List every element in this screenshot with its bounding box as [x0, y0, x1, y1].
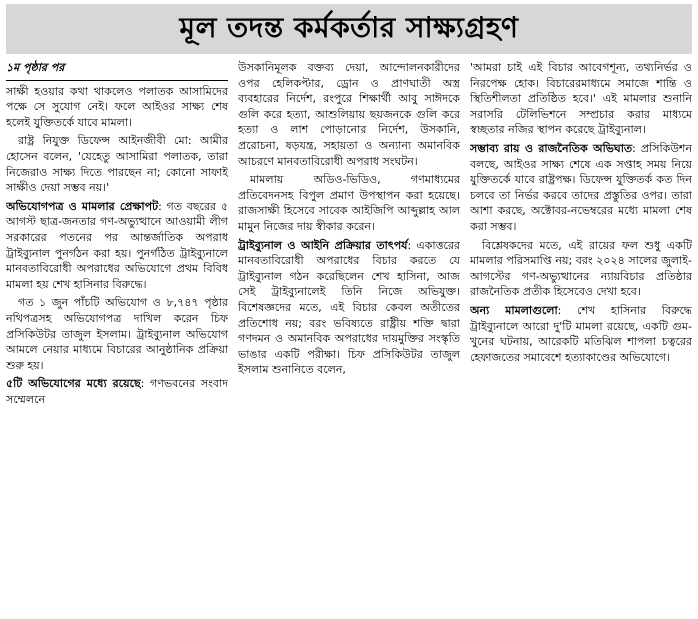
article-columns — [6, 60, 692, 616]
paragraph: গত ১ জুন পাঁচটি অভিযোগ ও ৮,৭৪৭ পৃষ্ঠার নথিপত্রসহ অভিযোগপত্র দাখিল করেন চিফ প্রসিকিউটর তাজুল ইসলাম। ট্রাইব্যুনাল অভিযোগ আমলে নেয়ার মাধ্যমে বিচারের আনুষ্ঠানিক প্রক্রিয়া শুরু হয়। — [6, 296, 228, 372]
subheading-five-charges: ৫টি অভিযোগের মধ্যে রয়েছে — [6, 377, 141, 391]
section-text: : শেখ হাসিনার বিরুদ্ধে ট্রাইব্যুনালে আরো দু'টি মামলা রয়েছে, একটি গুম-খুনের ঘটনায়, আরেকটি মতিঝিল শাপলা চত্বরের হেফাজতের সমাবেশে হত্যাকাণ্ডের অভিযোগে। — [470, 303, 692, 364]
section-text: : গত বছরের ৫ আগস্ট ছাত্র-জনতার গণ-অভ্যুত্থানে আওয়ামী লীগ সরকারের পতনের পর আন্তর্জাতিক অপরাধ ট্রাইব্যুনাল পুনর্গঠন করা হয়। পুনর্গঠিত ট্রাইব্যুনালে মানবতাবিরোধী অপরাধের অভিযোগে প্রথম বিবিধ মামলা হয় শেখ হাসিনার বিরুদ্ধে। — [6, 199, 228, 291]
paragraph: মামলায় অডিও-ভিডিও, গণমাধ্যমের প্রতিবেদনসহ বিপুল প্রমাণ উপস্থাপন করা হয়েছে। রাজসাক্ষী হিসেবে সাবেক আইজিপি আব্দুল্লাহ আল মামুন নিজের দায় স্বীকার করেন। — [238, 173, 460, 233]
paragraph: বিশ্লেষকদের মতে, এই রায়ের ফল শুধু একটি মামলার পরিসমাপ্তি নয়; বরং ২০২৪ সালের জুলাই-আগস্টের গণ-অভ্যুত্থানের ন্যায়বিচার প্রতিষ্ঠার রাজনৈতিক প্রতীক হিসেবেও দেখা হবে। — [470, 238, 692, 299]
kicker-rule — [6, 80, 228, 81]
paragraph: রাষ্ট্র নিযুক্ত ডিফেন্স আইনজীবী মো: আমীর হোসেন বলেন, 'যেহেতু আসামিরা পলাতক, তারা নিজেরাও সাক্ষ্য দিতে পারছেন না; কোনো সাফাই সাক্ষীও দেয়া সম্ভব নয়।' — [6, 134, 228, 195]
column-3 — [470, 60, 692, 616]
section-text: : প্রসিকিউশন বলছে, আইওর সাক্ষ্য শেষে এক সপ্তাহ সময় নিয়ে যুক্তিতর্কে যাবে রাষ্ট্রপক্ষ। ডিফেন্স যুক্তিতর্ক কত দিন চলবে তা নির্ভর করবে তাদের প্রস্তুতির ওপর। তারা আশা করছে, অক্টোবর-নভেম্বরের মধ্যে মামলা শেষ করা সম্ভব। — [470, 141, 692, 233]
subheading-charge-sheet: অভিযোগপত্র ও মামলার প্রেক্ষাপট — [6, 199, 159, 213]
subheading-other-cases: অন্য মামলাগুলো — [470, 303, 558, 317]
headline-bar — [6, 4, 692, 54]
section-text: : একাত্তরের মানবতাবিরোধী অপরাধের বিচার করতে যে ট্রাইব্যুনাল গঠন করেছিলেন শেখ হাসিনা, আজ সেই ট্রাইব্যুনালেই তিনি নিজে অভিযুক্ত। বিশেষজ্ঞদের মতে, এই বিচার কেবল অতীতের প্রতিশোধ নয়; বরং ভবিষ্যতে রাষ্ট্রীয় শক্তি দ্বারা গণদমন ও অমানবিক অপরাধের দায়মুক্তির সংস্কৃতি ভাঙার একটি পরীক্ষা। চিফ প্রসিকিউটর তাজুল ইসলাম শুনানিতে বলেন, — [238, 238, 460, 377]
paragraph: 'আমরা চাই এই বিচার আবেগশূন্য, তথ্যনির্ভর ও নিরপেক্ষ হোক। বিচারেরমাধ্যমে সমাজে শান্তি ও স্থিতিশীলতা প্রতিষ্ঠিত হবে।' এই মামলার শুনানি সরাসরি টেলিভিশনে সম্প্রচার করার মাধ্যমে স্বচ্ছতার নজির স্থাপন করেছে ট্রাইব্যুনাল। — [470, 61, 692, 137]
subheading-verdict-impact: সম্ভাব্য রায় ও রাজনৈতিক অভিঘাত — [470, 141, 633, 155]
column-1 — [6, 60, 228, 616]
section-paragraph — [6, 376, 228, 407]
section-paragraph — [470, 141, 692, 235]
section-paragraph — [238, 238, 460, 378]
section-paragraph — [470, 303, 692, 365]
headline: মূল তদন্ত কর্মকর্তার সাক্ষ্যগ্রহণ — [179, 10, 519, 44]
subheading-tribunal-significance: ট্রাইব্যুনাল ও আইনি প্রক্রিয়ার তাৎপর্য — [238, 238, 408, 252]
continuation-paragraph — [6, 60, 228, 76]
column-2 — [238, 60, 460, 616]
continued-from-kicker: ১ম পৃষ্ঠার পর — [6, 61, 65, 74]
paragraph-text: সাক্ষী হওয়ার কথা থাকলেও পলাতক আসামিদের পক্ষে সে সুযোগ নেই। ফলে আইওর সাক্ষ্য শেষ হলেই যুক্তিতর্কে যাবে মামলা। — [6, 84, 228, 129]
section-paragraph — [6, 199, 228, 293]
section-text: : গণভবনের সংবাদ সম্মেলনে — [6, 377, 228, 406]
paragraph: উসকানিমূলক বক্তব্য দেয়া, আন্দোলনকারীদের ওপর হেলিকপ্টার, ড্রোন ও প্রাণঘাতী অস্ত্র ব্যবহারের নির্দেশ, রংপুরে শিক্ষার্থী আবু সাঈদকে গুলি করে হত্যা, আশুলিয়ায় ছয়জনকে গুলি করে হত্যা ও লাশ পোড়ানোর নির্দেশ, উসকানি, প্ররোচনা, ষড়যন্ত্র, সহায়তা ও অন্যান্য অমানবিক আচরণে মানবতাবিরোধী অপরাধ সংঘটন। — [238, 61, 460, 168]
